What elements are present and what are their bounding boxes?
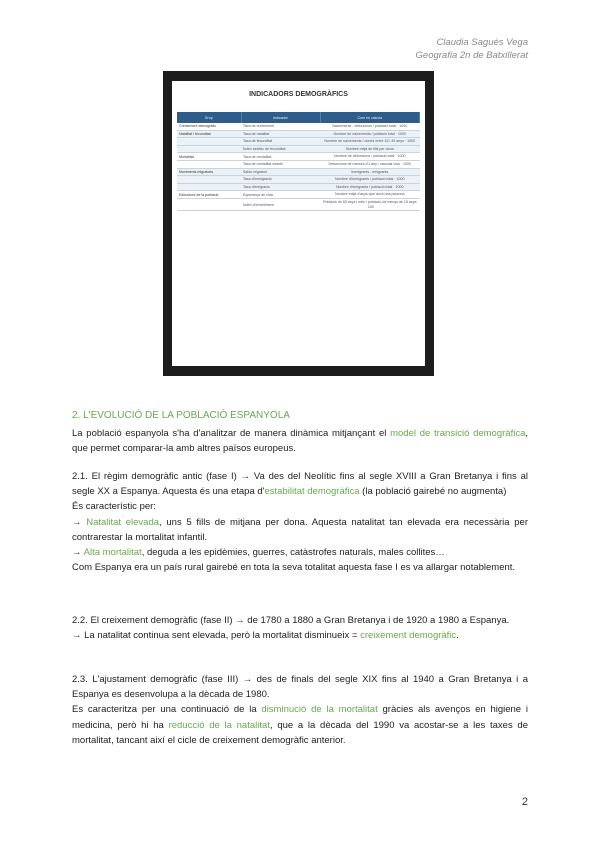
formula-cell: Població de 65 anys i més / població de menys de 15 anys · 100 [320, 198, 420, 210]
phase-3-block [72, 672, 528, 748]
intro-highlight: model de transició demogràfica [390, 428, 526, 439]
column-header: Grup [177, 112, 241, 123]
mortality-highlight: Alta mortalitat [83, 547, 142, 559]
formula-cell: Naixements - defuncions / població total · 1000 [320, 123, 420, 130]
arrow-glyph: → [72, 547, 84, 559]
table-row [177, 145, 420, 153]
mortality-text: , deguda a les epidèmies, guerres, catàstrofes naturals, males collites… [141, 547, 445, 559]
intro-text: La població espanyola s'ha d'analitzar de manera dinàmica mitjançant el [72, 428, 391, 439]
indicator-cell: Taxa de natalitat [241, 130, 320, 138]
indicator-cell: Saldo migratori [241, 168, 320, 176]
table-row [177, 168, 420, 176]
phase-2-block [72, 613, 528, 643]
indicator-cell: Índex d'envelliment [241, 198, 320, 210]
course-name: Geografia 2n de Batxillerat [415, 50, 528, 61]
mortality-decrease-highlight: disminució de la mortalitat [261, 704, 378, 716]
natality-text: , uns 5 fills de mitjana per dona. Aquesta natalitat tan elevada era necessària per contrarestar la mortalitat infantil. [72, 516, 528, 543]
indicator-cell: Taxa de mortalitat infantil [241, 160, 320, 168]
phase-1-heading-highlight: estabilitat demogràfica [264, 486, 360, 498]
table-row [177, 176, 420, 184]
indicator-cell: Índex sintètic de fecunditat [241, 145, 320, 153]
phase-2-text: → La natalitat continua sent elevada, però la mortalitat disminueix = [72, 630, 361, 642]
formula-cell: Immigrants - emigrants [320, 168, 420, 176]
group-cell: Mortalitat [177, 153, 241, 161]
formula-cell: Nombre de defuncions / població total · 1000 [320, 153, 420, 161]
arrow-glyph: → [72, 516, 87, 528]
formula-cell: Nombre mitjà de fills per dona [320, 145, 420, 153]
group-cell: Estructura de la població [177, 191, 241, 199]
indicators-table [177, 112, 420, 211]
table-row [177, 160, 420, 168]
phase-1-conclusion: Com Espanya era un país rural gairebé en tota la seva totalitat aquesta fase I es va allargar notablement. [72, 562, 516, 574]
column-header: Indicador [241, 112, 320, 123]
phase-1-block [72, 469, 528, 575]
column-header: Com es calcula [320, 112, 420, 123]
indicator-cell: Taxa de creixement [241, 123, 320, 130]
table-body [177, 123, 420, 211]
table-row [177, 183, 420, 191]
demographic-indicators-figure [163, 71, 434, 376]
table-row [177, 130, 420, 138]
phase-2-heading: 2.2. El creixement demogràfic (fase II) → de 1780 a 1880 a Gran Bretanya i de 1920 a 1980 a Espanya. [72, 615, 510, 626]
phase-3-text: Es caracteritza per una continuació de la [72, 704, 262, 716]
group-cell: Creixement demogràfic [177, 123, 241, 130]
table-row [177, 191, 420, 199]
group-cell: Moviments migratoris [177, 168, 241, 176]
natality-highlight: Natalitat elevada [86, 516, 160, 528]
formula-cell: Nombre mitjà d'anys que viurà una persona [320, 191, 420, 199]
section-title: 2. L'EVOLUCIÓ DE LA POBLACIÓ ESPANYOLA [72, 410, 290, 421]
formula-cell: Nombre d'emigrants / població total · 1000 [320, 183, 420, 191]
formula-cell: Nombre d'immigrants / població total · 1000 [320, 176, 420, 184]
group-cell [177, 160, 241, 168]
table-row [177, 198, 420, 210]
natality-reduction-highlight: reducció de la natalitat [168, 719, 270, 731]
phase-1-heading-end: (la població gairebé no augmenta) [359, 486, 507, 498]
phase-3-text-mid: gràcies als avenços en higiene i medicina, però hi ha [72, 704, 528, 731]
figure-paper [172, 81, 425, 366]
page-number: 2 [521, 796, 528, 808]
group-cell [177, 183, 241, 191]
indicator-cell: Taxa de fecunditat [241, 138, 320, 146]
formula-cell: Nombre de naixements / dones entre 15 i 49 anys · 1000 [320, 138, 420, 146]
formula-cell: Nombre de naixements / població total · 1000 [320, 130, 420, 138]
growth-highlight: creixement demogràfic [360, 630, 457, 642]
table-row [177, 138, 420, 146]
indicator-cell: Taxa de mortalitat [241, 153, 320, 161]
intro-text-end: , que permet comparar-la amb altres països europeus. [72, 428, 528, 455]
group-cell [177, 176, 241, 184]
indicator-cell: Esperança de vida [241, 191, 320, 199]
author-name: Claudia Sagués Vega [436, 37, 528, 48]
table-header-row [177, 112, 420, 123]
indicator-cell: Taxa d'emigració [241, 183, 320, 191]
phase-3-text-end: , que a la dècada del 1990 va acostar-se a les taxes de mortalitat, tancant així el cicle de creixement demogràfic anterior. [72, 719, 528, 746]
group-cell [177, 198, 241, 210]
table-row [177, 153, 420, 161]
group-cell [177, 145, 241, 153]
phase-1-heading: 2.1. El règim demogràfic antic (fase I) → Va des del Neolític fins al segle XVIII a Gran Bretanya i fins al segle XX a Espanya. Aquesta és una etapa d' [72, 471, 528, 498]
phase-3-heading: 2.3. L'ajustament demogràfic (fase III) → des de finals del segle XIX fins al 1940 a Gran Bretanya i a Espanya es desenvolupa a la dècada de 1980. [72, 674, 528, 701]
phase-1-characteristic: És característic per: [72, 501, 156, 513]
formula-cell: Defuncions de menors d'1 any / nascuts vius · 1000 [320, 160, 420, 168]
group-cell [177, 138, 241, 146]
phase-2-text-end: . [456, 630, 459, 642]
indicator-cell: Taxa d'immigració [241, 176, 320, 184]
table-row [177, 123, 420, 130]
figure-title: INDICADORS DEMOGRÀFICS [249, 91, 348, 98]
intro-paragraph [72, 426, 528, 456]
group-cell: Natalitat i fecunditat [177, 130, 241, 138]
page-header [416, 36, 528, 62]
